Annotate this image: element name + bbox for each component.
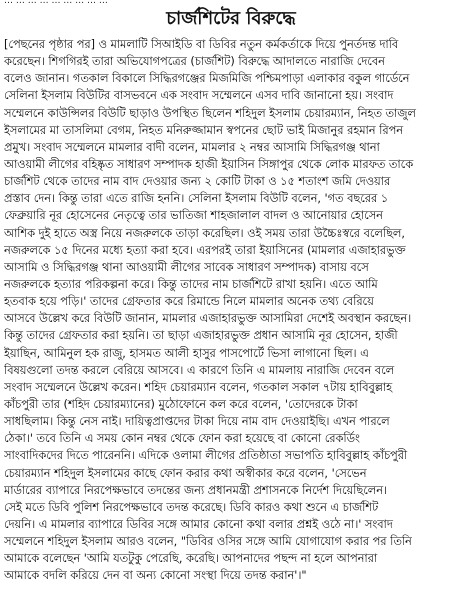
article-line: সাংবাদিকদের দিতে পারেননি। এদিকে ওলামা লীগের প্রতিষ্ঠাতা সভাপতি হাবিবুল্লাহ কাঁচপুরী	[4, 449, 408, 463]
article-line: নজরুলকে ১৫ দিনের মধ্যে হত্যা করা হবে। এরপরই তারা ইয়াসিনের (মামলার এজাহারভুক্ত	[4, 243, 406, 257]
article-line: সেলিনা ইসলাম বিউটির বাসভবনে এক সংবাদ সম্মেলনে এসব দাবি জানানো হয়। সংবাদ	[4, 89, 394, 103]
article-line: আসামি ও সিদ্ধিরগঞ্জ থানা আওয়ামী লীগের সাবেক সাধারণ সম্পাদক) বাসায় বসে	[4, 260, 369, 274]
article-line: আমাকে বলেছেন 'আমি যতটুকু পেরেছি, করেছি। আপনাদের পছন্দ না হলে আপনারা	[4, 552, 378, 566]
article-body	[4, 36, 458, 592]
article-line: আমাকে বদলি করিয়ে দেন বা অন্য কোনো সংস্থা দিয়ে তদন্ত করান'।"	[4, 569, 307, 583]
article-line: ফেব্রুয়ারি নূর হোসেনের নেতৃত্বে তার ভাতিজা শাহজালাল বাদল ও আনোয়ার হোসেন	[4, 209, 383, 223]
article-line: মার্ডারের ব্যাপারে নিরপেক্ষভাবে তদন্তের জন্য প্রধানমন্ত্রী প্রশাসনকে নির্দেশ দিয়েছিলেন।	[4, 483, 388, 497]
article-line: আসবে উল্লেখ করে বিউটি জানান, মামলার এজাহারভুক্ত আসামিরা দেশেই অবস্থান করছেন।	[4, 312, 412, 326]
top-clipped-text: … … … … … … … … …	[4, 0, 108, 6]
article-line: নজরুলকে হত্যার পরিকল্পনা করে। কিন্তু তাদের নাম চার্জশিটে রাখা হয়নি। এতে আমি	[4, 277, 378, 291]
article-line: সম্মেলনে শহিদুল ইসলাম আরও বলেন, "ডিবির ওসির সঙ্গে আমি যোগাযোগ করার পর তিনি	[4, 535, 412, 549]
article-line: প্রস্তাব দেন। কিন্তু তারা এতে রাজি হননি। সেলিনা ইসলাম বিউটি বলেন, 'গত বছরের ১	[4, 192, 389, 206]
article-line: ইসলামের মা তাসলিমা বেগম, নিহত মনিরুজ্জামান স্বপনের ছোট ভাই মিজানুর রহমান রিপন	[4, 123, 403, 137]
article-line	[4, 36, 458, 53]
article-line: সম্মেলনে কাউন্সিলর বিউটি ছাড়াও উপস্থিত ছিলেন শহিদুল ইসলাম চেয়ারম্যান, নিহত তাজুল	[4, 106, 416, 120]
article-line: আশিক দুই হাতে অস্ত্র নিয়ে নজরুলকে তাড়া করেছিল। ওই সময় তারা উচ্চৈঃস্বরে বলেছিল,	[4, 226, 405, 240]
article-line: চেয়ারম্যান শহিদুল ইসলামের কাছে ফোন করার কথা অস্বীকার করে বলেন, 'সেভেন	[4, 466, 367, 480]
article-line: দেয়নি। এ মামলার ব্যাপারে ডিবির সঙ্গে আমার কোনো কথা বলার প্রশ্নই ওঠে না।' সংবাদ	[4, 517, 393, 531]
article-line-text: ও মামলাটি সিআইডি বা ডিবির নতুন কর্মকর্তাকে দিয়ে পুনর্তদন্ত দাবি	[95, 38, 399, 51]
article-line: আওয়ামী লীগের বহিষ্কৃত সাধারণ সম্পাদক হাজী ইয়াসিন সিঙ্গাপুর থেকে লোক মারফত তাকে	[4, 157, 414, 171]
article-line: বলেও জানান। গতকাল বিকালে সিদ্ধিরগঞ্জের মিজমিজি পশ্চিমপাড়া এলাকার বকুল গার্ডেনে	[4, 72, 410, 86]
headline: চার্জশিটের বিরুদ্ধে	[166, 8, 296, 29]
article-line: ইয়াছিন, আমিনুল হক রাজু, হাসমত আলী হাসুর পাসপোর্টে ভিসা লাগানো ছিল। এ	[4, 346, 369, 360]
article-line: সংবাদ সম্মেলনে উল্লেখ করেন। শহিদ চেয়ারম্যান বলেন, গতকাল সকাল ৭টায় হাবিবুল্লাহ	[4, 380, 393, 394]
article-line: কাঁচপুরী তার (শহিদ চেয়ারম্যানের) মুঠোফোনে কল করে বলেন, 'তোদেরকে টাকা	[4, 397, 358, 411]
article-line: কিন্তু তাদের গ্রেফতার করা হয়নি। তা ছাড়া এজাহারভুক্ত প্রধান আসামি নূর হোসেন, হাজী	[4, 329, 398, 343]
article-line: ঠেকা।' তবে তিনি এ সময় কোন নম্বর থেকে ফোন করা হয়েছে বা কোনো রেকর্ডিং	[4, 432, 360, 446]
article-line: হতবাক হয়ে পড়ি।' তাদের গ্রেফতার করে রিমান্ডে নিলে মামলার অনেক তথ্য বেরিয়ে	[4, 295, 374, 309]
article-line: বিষয়গুলো তদন্ত করলে বেরিয়ে আসবে। এ কারণে তিনি এ মামলায় নারাজি দেবেন বলে	[4, 363, 395, 377]
article-line: চার্জশিট থেকে তাদের নাম বাদ দেওয়ার জন্য ২ কোটি টাকা ও ১৫ শতাংশ জমি দেওয়ার	[4, 175, 391, 189]
article-line: সেই মতে ডিবি পুলিশ নিরপেক্ষভাবে তদন্ত করেছে। ডিবি কারও কথা শুনে এ চার্জশিট	[4, 500, 379, 514]
article-line: প্রমুখ। সংবাদ সম্মেলনে মামলার বাদী বলেন, মামলার ২ নম্বর আসামি সিদ্ধিরগঞ্জ থানা	[4, 140, 380, 154]
article-line: করেছেন। শিগগিরই তারা অভিযোগপত্রের (চার্জশিট) বিরুদ্ধে আদালতে নারাজি দেবেন	[4, 55, 385, 69]
continued-from-back-page-label: [পেছনের পৃষ্ঠার পর]	[4, 38, 95, 51]
article-line: সাধছিলাম। কিন্তু নেস নাই। দায়িত্বপ্রাপ্তদের টাকা দিয়ে নাম বাদ দেওয়াইছি। এখন পারলে	[4, 415, 390, 429]
